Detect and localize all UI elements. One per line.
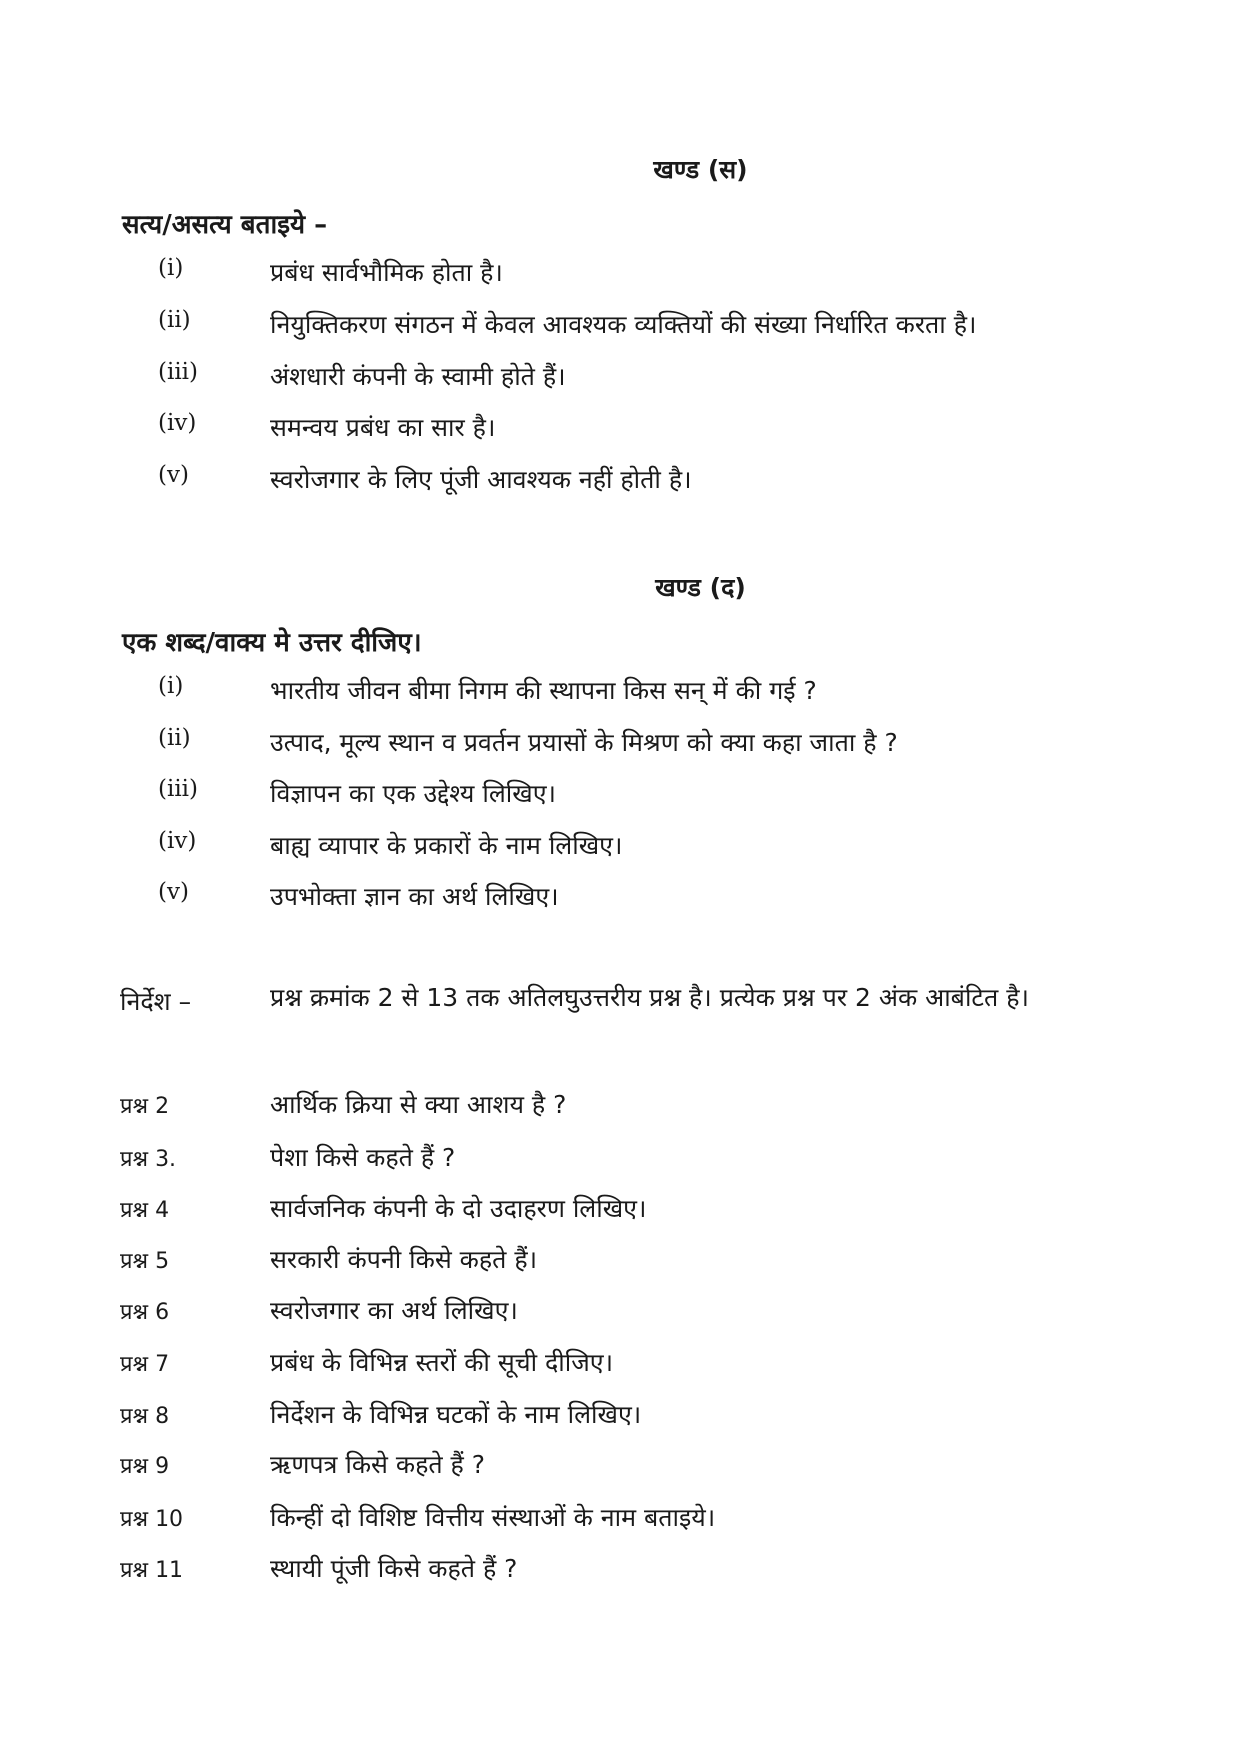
question-label: प्रश्न 8 [120,1404,170,1429]
question-label: प्रश्न 11 [120,1558,184,1583]
item-number: (iii) [158,776,199,802]
question-label: प्रश्न 3. [120,1147,177,1172]
item-text: उपभोक्ता ज्ञान का अर्थ लिखिए। [270,882,559,911]
question-text: सार्वजनिक कंपनी के दो उदाहरण लिखिए। [270,1194,647,1223]
question-label: प्रश्न 5 [120,1249,170,1274]
item-number: (v) [158,879,189,905]
item-number: (ii) [158,307,191,333]
item-text: विज्ञापन का एक उद्देश्य लिखिए। [270,779,557,808]
item-number: (ii) [158,725,191,751]
question-text: किन्हीं दो विशिष्ट वित्तीय संस्थाओं के नाम बताइये। [270,1503,716,1532]
item-number: (i) [158,673,184,699]
item-number: (v) [158,462,189,488]
question-text: स्वरोजगार का अर्थ लिखिए। [270,1296,518,1325]
section-d-heading: खण्ड (द) [655,573,746,602]
item-text: बाह्य व्यापार के प्रकारों के नाम लिखिए। [270,831,623,860]
item-number: (iii) [158,359,199,385]
item-text: समन्वय प्रबंध का सार है। [270,413,496,442]
section-s-instruction: सत्य/असत्य बताइये – [122,210,328,240]
question-text: निर्देशन के विभिन्न घटकों के नाम लिखिए। [270,1400,642,1429]
item-text: अंशधारी कंपनी के स्वामी होते हैं। [270,362,566,391]
question-text: पेशा किसे कहते हैं ? [270,1143,456,1172]
item-number: (iv) [158,410,197,436]
directive-text: प्रश्न क्रमांक 2 से 13 तक अतिलघुउत्तरीय प्रश्न है। प्रत्येक प्रश्न पर 2 अंक आबंटित है। [270,983,1029,1012]
directive-label: निर्देश – [120,987,192,1016]
question-label: प्रश्न 7 [120,1352,170,1377]
question-text: प्रबंध के विभिन्न स्तरों की सूची दीजिए। [270,1348,614,1377]
item-text: उत्पाद, मूल्य स्थान व प्रवर्तन प्रयासों के मिश्रण को क्या कहा जाता है ? [270,728,898,757]
question-text: स्थायी पूंजी किसे कहते हैं ? [270,1554,518,1583]
item-text: भारतीय जीवन बीमा निगम की स्थापना किस सन् में की गई ? [270,676,817,705]
question-text: सरकारी कंपनी किसे कहते हैं। [270,1245,538,1274]
section-d-instruction: एक शब्द/वाक्य मे उत्तर दीजिए। [122,628,422,658]
item-number: (i) [158,255,184,281]
item-number: (iv) [158,828,197,854]
question-text: ऋणपत्र किसे कहते हैं ? [270,1450,486,1479]
item-text: नियुक्तिकरण संगठन में केवल आवश्यक व्यक्तियों की संख्या निर्धारित करता है। [270,310,977,339]
question-text: आर्थिक क्रिया से क्या आशय है ? [270,1090,567,1119]
question-label: प्रश्न 2 [120,1094,170,1119]
question-label: प्रश्न 10 [120,1507,184,1532]
question-label: प्रश्न 6 [120,1300,170,1325]
question-label: प्रश्न 9 [120,1454,170,1479]
section-s-heading: खण्ड (स) [653,155,748,184]
question-label: प्रश्न 4 [120,1198,170,1223]
item-text: स्वरोजगार के लिए पूंजी आवश्यक नहीं होती है। [270,465,692,494]
item-text: प्रबंध सार्वभौमिक होता है। [270,258,503,287]
